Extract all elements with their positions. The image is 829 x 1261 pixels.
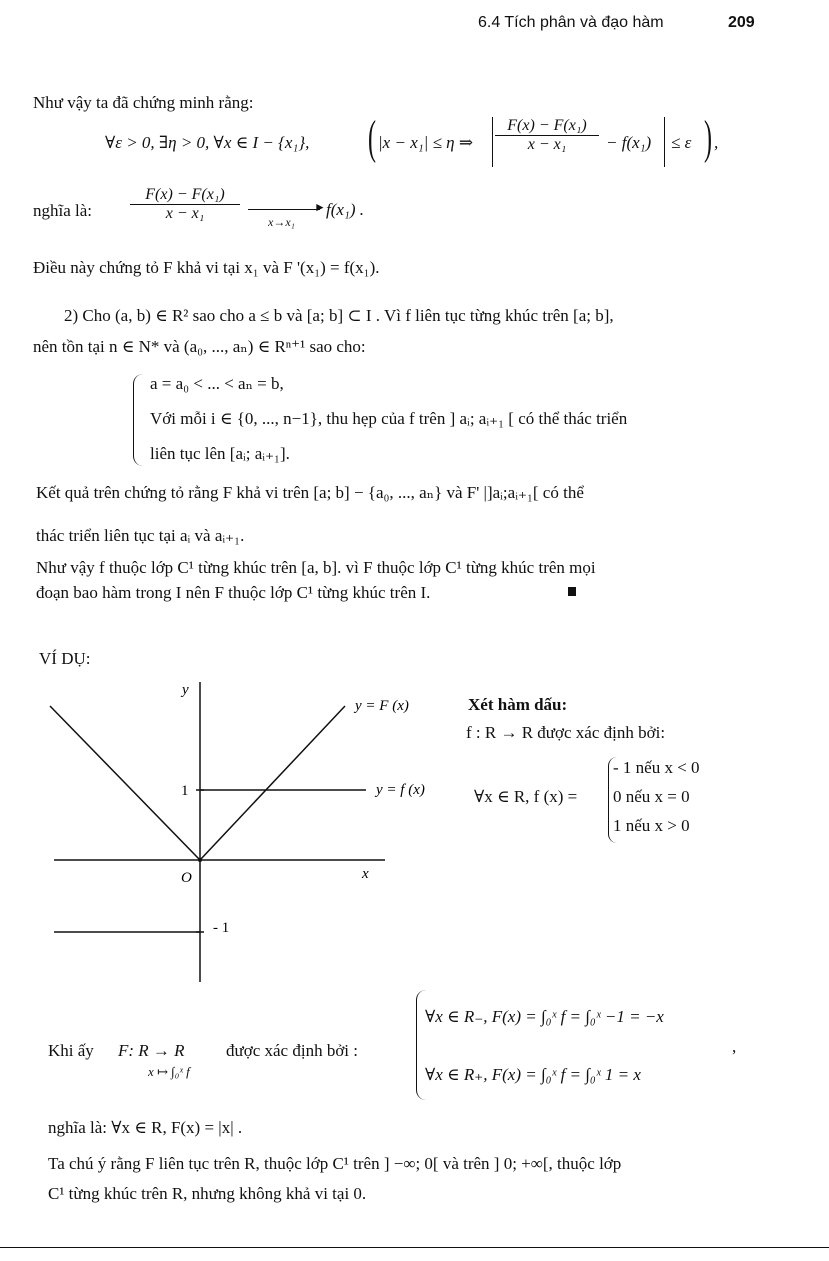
final-line-2: C¹ từng khúc trên R, nhưng không khả vi tại 0. bbox=[48, 1184, 367, 1203]
limit-fraction bbox=[130, 186, 240, 223]
result-line-4: đoạn bao hàm trong I nên F thuộc lớp C¹ từng khúc trên I. bbox=[36, 583, 431, 602]
formula1-fraction bbox=[495, 117, 599, 154]
sign-case-zero: 0 nếu x = 0 bbox=[613, 787, 690, 806]
formula1-condition: |x − x₁| ≤ η ⇒ bbox=[378, 133, 474, 152]
system-line-1: a = a₀ < ... < aₙ = b, bbox=[150, 374, 284, 393]
tick-label-neg1: - 1 bbox=[213, 920, 230, 936]
page-number: 209 bbox=[728, 14, 755, 31]
origin-label: O bbox=[181, 870, 192, 886]
sign-fn-lead: ∀x ∈ R, f (x) = bbox=[474, 787, 578, 806]
F-defined-by: được xác định bởi : bbox=[226, 1041, 358, 1060]
limit-numerator: F(x) − F(x₁) bbox=[130, 186, 240, 205]
sign-case-neg: - 1 nếu x < 0 bbox=[613, 758, 700, 777]
formula1-tail: − f(x₁) bbox=[606, 133, 652, 152]
system-line-2: Với mỗi i ∈ {0, ..., n−1}, thu hẹp của f trên ] aᵢ; aᵢ₊₁ [ có thể thác triển bbox=[150, 409, 628, 428]
conclusion-1: Điều này chứng tỏ F khả vi tại x₁ và F '(x₁) = f(x₁). bbox=[33, 258, 380, 277]
graph-figure bbox=[0, 670, 460, 990]
system-brace bbox=[133, 374, 146, 466]
sign-case-pos: 1 nếu x > 0 bbox=[613, 816, 690, 835]
nghia-la-label: nghĩa là: bbox=[33, 201, 93, 220]
F-map-sub: x ↦ ∫₀ˣ f bbox=[148, 1064, 190, 1079]
formula1-bound: ≤ ε bbox=[671, 133, 692, 152]
example-heading: VÍ DỤ: bbox=[39, 649, 91, 668]
result-line-3: Như vậy f thuộc lớp C¹ từng khúc trên [a, b]. vì F thuộc lớp C¹ từng khúc trên mọi bbox=[36, 558, 596, 577]
part2-line-2: nên tồn tại n ∈ N* và (a₀, ..., aₙ) ∈ Rⁿ⁺¹ sao cho: bbox=[33, 337, 366, 356]
part2-line-1: 2) Cho (a, b) ∈ R² sao cho a ≤ b và [a; b] ⊂ I . Vì f liên tục từng khúc trên [a; b], bbox=[64, 306, 614, 325]
paren-open: ( bbox=[367, 111, 376, 164]
abs-value-graph bbox=[50, 706, 345, 860]
formula1-comma: , bbox=[714, 133, 719, 152]
sign-fn-title: Xét hàm dấu: bbox=[468, 695, 568, 714]
tick-label-1: 1 bbox=[181, 783, 189, 799]
khi-ay-label: Khi ấy bbox=[48, 1041, 94, 1060]
system-line-3: liên tục lên [aᵢ; aᵢ₊₁]. bbox=[150, 444, 290, 463]
fraction-numerator: F(x) − F(x₁) bbox=[495, 117, 599, 136]
F-def-comma: , bbox=[732, 1037, 737, 1056]
nghia-la-abs: nghĩa là: ∀x ∈ R, F(x) = |x| . bbox=[48, 1118, 243, 1137]
intro-text: Như vậy ta đã chứng minh rằng: bbox=[33, 93, 254, 112]
label-f: y = f (x) bbox=[376, 782, 425, 798]
formula1-quantifiers: ∀ε > 0, ∃η > 0, ∀x ∈ I − {x₁}, bbox=[105, 133, 310, 152]
final-line-1: Ta chú ý rằng F liên tục trên R, thuộc lớp C¹ trên ] −∞; 0[ và trên ] 0; +∞[, thuộc lớp bbox=[48, 1154, 622, 1173]
F-case-neg: ∀x ∈ R₋, F(x) = ∫₀ˣ f = ∫₀ˣ −1 = −x bbox=[425, 1007, 664, 1026]
limit-arrow-shaft bbox=[248, 209, 320, 210]
qed-square bbox=[568, 587, 576, 596]
page-bottom-rule bbox=[0, 1247, 829, 1248]
F-case-pos: ∀x ∈ R₊, F(x) = ∫₀ˣ f = ∫₀ˣ 1 = x bbox=[425, 1065, 641, 1084]
result-line-1: Kết quả trên chứng tỏ rằng F khả vi trên [a; b] − {a₀, ..., aₙ} và F' |]aᵢ;aᵢ₊₁[ có thể bbox=[36, 483, 584, 502]
limit-denominator: x − x₁ bbox=[165, 205, 205, 222]
label-F: y = F (x) bbox=[355, 698, 409, 714]
running-header: 6.4 Tích phân và đạo hàm bbox=[478, 14, 664, 31]
limit-arrow-label: x→x₁ bbox=[268, 215, 295, 229]
x-axis-label: x bbox=[362, 866, 369, 882]
fraction-denominator: x − x₁ bbox=[527, 136, 567, 153]
abs-bar-right bbox=[664, 117, 665, 167]
limit-result: f(x₁) . bbox=[326, 200, 365, 219]
paren-close: ) bbox=[703, 111, 712, 164]
origin-point bbox=[198, 858, 202, 862]
result-line-2: thác triển liên tục tại aᵢ và aᵢ₊₁. bbox=[36, 526, 245, 545]
y-axis-label: y bbox=[182, 682, 189, 698]
abs-bar-left bbox=[492, 117, 493, 167]
sign-fn-def: f : R → R được xác định bởi: bbox=[466, 723, 666, 742]
F-map: F: R → R bbox=[118, 1041, 185, 1060]
limit-arrow-head: ► bbox=[314, 200, 326, 214]
